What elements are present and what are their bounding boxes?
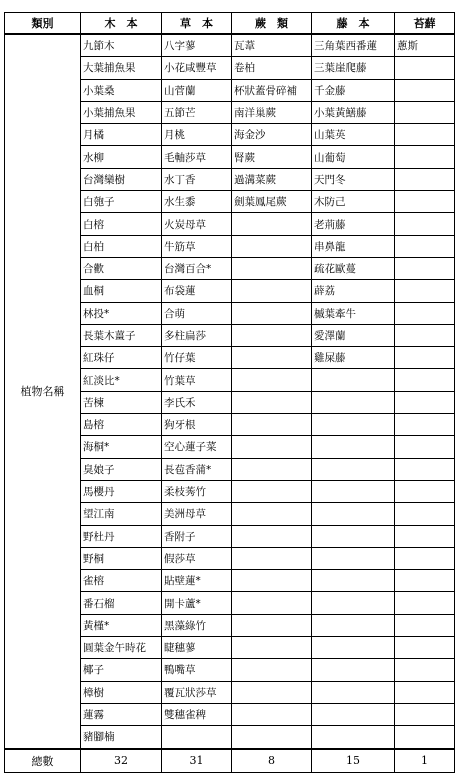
table-body bbox=[5, 34, 455, 772]
herb-cell: 多柱扁莎 bbox=[162, 324, 232, 346]
herb-cell: 開卡蘆* bbox=[162, 592, 232, 614]
vine-cell: 山葉英 bbox=[312, 124, 395, 146]
fern-cell bbox=[232, 280, 312, 302]
moss-cell bbox=[395, 235, 455, 257]
woody-cell: 白匏子 bbox=[81, 191, 162, 213]
woody-cell: 紅淡比* bbox=[81, 369, 162, 391]
moss-cell: 蔥斯 bbox=[395, 34, 455, 57]
herb-cell: 毛軸莎草 bbox=[162, 146, 232, 168]
fern-cell: 卷柏 bbox=[232, 57, 312, 79]
woody-cell: 蓮霧 bbox=[81, 703, 162, 725]
vine-cell bbox=[312, 480, 395, 502]
vine-cell bbox=[312, 614, 395, 636]
woody-cell: 白榕 bbox=[81, 213, 162, 235]
moss-cell bbox=[395, 369, 455, 391]
vine-cell bbox=[312, 726, 395, 749]
vine-cell: 薜荔 bbox=[312, 280, 395, 302]
fern-cell bbox=[232, 257, 312, 279]
fern-cell bbox=[232, 503, 312, 525]
fern-cell bbox=[232, 480, 312, 502]
vine-cell: 木防己 bbox=[312, 191, 395, 213]
herb-cell: 八字蓼 bbox=[162, 34, 232, 57]
herb-cell: 火炭母草 bbox=[162, 213, 232, 235]
fern-cell: 杯狀蓋骨碎補 bbox=[232, 79, 312, 101]
woody-cell: 椰子 bbox=[81, 659, 162, 681]
vine-cell: 老荊藤 bbox=[312, 213, 395, 235]
total-fern: 8 bbox=[232, 749, 312, 773]
moss-cell bbox=[395, 391, 455, 413]
table-row bbox=[5, 34, 455, 57]
moss-cell bbox=[395, 257, 455, 279]
category-label: 植物名稱 bbox=[5, 34, 81, 749]
vine-cell: 天門冬 bbox=[312, 168, 395, 190]
woody-cell: 樟樹 bbox=[81, 681, 162, 703]
fern-cell: 海金沙 bbox=[232, 124, 312, 146]
moss-cell bbox=[395, 703, 455, 725]
herb-cell: 山菅蘭 bbox=[162, 79, 232, 101]
moss-cell bbox=[395, 547, 455, 569]
herb-cell: 鴨嘴草 bbox=[162, 659, 232, 681]
header-woody: 木 本 bbox=[81, 13, 162, 35]
vine-cell: 三葉崖爬藤 bbox=[312, 57, 395, 79]
moss-cell bbox=[395, 347, 455, 369]
herb-cell: 水生黍 bbox=[162, 191, 232, 213]
moss-cell bbox=[395, 191, 455, 213]
herb-cell: 香附子 bbox=[162, 525, 232, 547]
fern-cell bbox=[232, 726, 312, 749]
total-herb: 31 bbox=[162, 749, 232, 773]
total-vine: 15 bbox=[312, 749, 395, 773]
moss-cell bbox=[395, 324, 455, 346]
vine-cell: 千金藤 bbox=[312, 79, 395, 101]
vine-cell bbox=[312, 391, 395, 413]
header-moss: 苔蘚 bbox=[395, 13, 455, 35]
woody-cell: 月橘 bbox=[81, 124, 162, 146]
woody-cell: 台灣欒樹 bbox=[81, 168, 162, 190]
fern-cell bbox=[232, 614, 312, 636]
herb-cell: 月桃 bbox=[162, 124, 232, 146]
vine-cell bbox=[312, 637, 395, 659]
woody-cell: 九節木 bbox=[81, 34, 162, 57]
vine-cell bbox=[312, 592, 395, 614]
header-herb: 草 本 bbox=[162, 13, 232, 35]
moss-cell bbox=[395, 213, 455, 235]
moss-cell bbox=[395, 280, 455, 302]
fern-cell bbox=[232, 570, 312, 592]
vine-cell bbox=[312, 458, 395, 480]
total-row bbox=[5, 749, 455, 773]
moss-cell bbox=[395, 726, 455, 749]
vine-cell: 小葉黃鱔藤 bbox=[312, 101, 395, 123]
woody-cell: 番石榴 bbox=[81, 592, 162, 614]
vine-cell bbox=[312, 547, 395, 569]
vine-cell: 串鼻龍 bbox=[312, 235, 395, 257]
fern-cell: 劍葉鳳尾蕨 bbox=[232, 191, 312, 213]
woody-cell: 野杜丹 bbox=[81, 525, 162, 547]
woody-cell: 海桐* bbox=[81, 436, 162, 458]
moss-cell bbox=[395, 525, 455, 547]
vine-cell bbox=[312, 703, 395, 725]
moss-cell bbox=[395, 458, 455, 480]
vine-cell bbox=[312, 681, 395, 703]
moss-cell bbox=[395, 414, 455, 436]
fern-cell: 南洋巢蕨 bbox=[232, 101, 312, 123]
moss-cell bbox=[395, 57, 455, 79]
fern-cell bbox=[232, 302, 312, 324]
herb-cell: 覆瓦狀莎草 bbox=[162, 681, 232, 703]
woody-cell: 林投* bbox=[81, 302, 162, 324]
moss-cell bbox=[395, 681, 455, 703]
woody-cell: 小葉捕魚果 bbox=[81, 101, 162, 123]
woody-cell: 臭娘子 bbox=[81, 458, 162, 480]
woody-cell: 黃槿* bbox=[81, 614, 162, 636]
vine-cell: 愛澤蘭 bbox=[312, 324, 395, 346]
herb-cell: 雙穗雀稗 bbox=[162, 703, 232, 725]
fern-cell: 腎蕨 bbox=[232, 146, 312, 168]
vine-cell bbox=[312, 503, 395, 525]
herb-cell: 布袋蓮 bbox=[162, 280, 232, 302]
moss-cell bbox=[395, 302, 455, 324]
herb-cell: 長苞香蒲* bbox=[162, 458, 232, 480]
fern-cell bbox=[232, 681, 312, 703]
woody-cell: 水柳 bbox=[81, 146, 162, 168]
woody-cell: 望江南 bbox=[81, 503, 162, 525]
woody-cell: 島榕 bbox=[81, 414, 162, 436]
woody-cell: 野桐 bbox=[81, 547, 162, 569]
woody-cell: 豬腳楠 bbox=[81, 726, 162, 749]
herb-cell: 竹仔葉 bbox=[162, 347, 232, 369]
fern-cell: 瓦葦 bbox=[232, 34, 312, 57]
moss-cell bbox=[395, 480, 455, 502]
woody-cell: 大葉捕魚果 bbox=[81, 57, 162, 79]
woody-cell: 雀榕 bbox=[81, 570, 162, 592]
vine-cell bbox=[312, 525, 395, 547]
herb-cell: 黑藻綠竹 bbox=[162, 614, 232, 636]
total-label: 總數 bbox=[5, 749, 81, 773]
herb-cell: 竹葉草 bbox=[162, 369, 232, 391]
moss-cell bbox=[395, 101, 455, 123]
moss-cell bbox=[395, 168, 455, 190]
plant-species-table bbox=[4, 12, 455, 773]
fern-cell bbox=[232, 458, 312, 480]
fern-cell bbox=[232, 347, 312, 369]
fern-cell bbox=[232, 703, 312, 725]
header-fern: 蕨 類 bbox=[232, 13, 312, 35]
herb-cell: 五節芒 bbox=[162, 101, 232, 123]
header-category: 類別 bbox=[5, 13, 81, 35]
vine-cell: 山葡萄 bbox=[312, 146, 395, 168]
fern-cell bbox=[232, 213, 312, 235]
moss-cell bbox=[395, 570, 455, 592]
herb-cell: 狗牙根 bbox=[162, 414, 232, 436]
fern-cell bbox=[232, 592, 312, 614]
fern-cell bbox=[232, 637, 312, 659]
herb-cell: 假莎草 bbox=[162, 547, 232, 569]
vine-cell bbox=[312, 570, 395, 592]
fern-cell bbox=[232, 414, 312, 436]
moss-cell bbox=[395, 79, 455, 101]
fern-cell bbox=[232, 324, 312, 346]
herb-cell: 美洲母草 bbox=[162, 503, 232, 525]
vine-cell: 疏花歐蔓 bbox=[312, 257, 395, 279]
herb-cell: 貼壁蓮* bbox=[162, 570, 232, 592]
total-moss: 1 bbox=[395, 749, 455, 773]
vine-cell: 槭葉牽牛 bbox=[312, 302, 395, 324]
vine-cell bbox=[312, 659, 395, 681]
vine-cell bbox=[312, 436, 395, 458]
fern-cell bbox=[232, 659, 312, 681]
fern-cell bbox=[232, 547, 312, 569]
woody-cell: 白柏 bbox=[81, 235, 162, 257]
fern-cell bbox=[232, 391, 312, 413]
woody-cell: 圓葉金午時花 bbox=[81, 637, 162, 659]
herb-cell: 水丁香 bbox=[162, 168, 232, 190]
woody-cell: 小葉桑 bbox=[81, 79, 162, 101]
header-vine: 藤 本 bbox=[312, 13, 395, 35]
moss-cell bbox=[395, 503, 455, 525]
moss-cell bbox=[395, 436, 455, 458]
woody-cell: 苦楝 bbox=[81, 391, 162, 413]
herb-cell: 台灣百合* bbox=[162, 257, 232, 279]
vine-cell bbox=[312, 369, 395, 391]
fern-cell bbox=[232, 525, 312, 547]
moss-cell bbox=[395, 614, 455, 636]
moss-cell bbox=[395, 659, 455, 681]
woody-cell: 合歡 bbox=[81, 257, 162, 279]
total-woody: 32 bbox=[81, 749, 162, 773]
herb-cell: 小花咸豐草 bbox=[162, 57, 232, 79]
fern-cell: 過溝菜蕨 bbox=[232, 168, 312, 190]
fern-cell bbox=[232, 436, 312, 458]
herb-cell: 合萌 bbox=[162, 302, 232, 324]
fern-cell bbox=[232, 369, 312, 391]
herb-cell: 柔枝莠竹 bbox=[162, 480, 232, 502]
vine-cell bbox=[312, 414, 395, 436]
vine-cell: 三角葉西番蓮 bbox=[312, 34, 395, 57]
herb-cell bbox=[162, 726, 232, 749]
herb-cell: 睫穗蓼 bbox=[162, 637, 232, 659]
herb-cell: 李氏禾 bbox=[162, 391, 232, 413]
fern-cell bbox=[232, 235, 312, 257]
woody-cell: 紅珠仔 bbox=[81, 347, 162, 369]
herb-cell: 空心蓮子菜 bbox=[162, 436, 232, 458]
moss-cell bbox=[395, 146, 455, 168]
moss-cell bbox=[395, 592, 455, 614]
vine-cell: 雞屎藤 bbox=[312, 347, 395, 369]
woody-cell: 血桐 bbox=[81, 280, 162, 302]
header-row bbox=[5, 13, 455, 35]
moss-cell bbox=[395, 637, 455, 659]
moss-cell bbox=[395, 124, 455, 146]
herb-cell: 牛筋草 bbox=[162, 235, 232, 257]
woody-cell: 長葉木薑子 bbox=[81, 324, 162, 346]
woody-cell: 馬櫻丹 bbox=[81, 480, 162, 502]
